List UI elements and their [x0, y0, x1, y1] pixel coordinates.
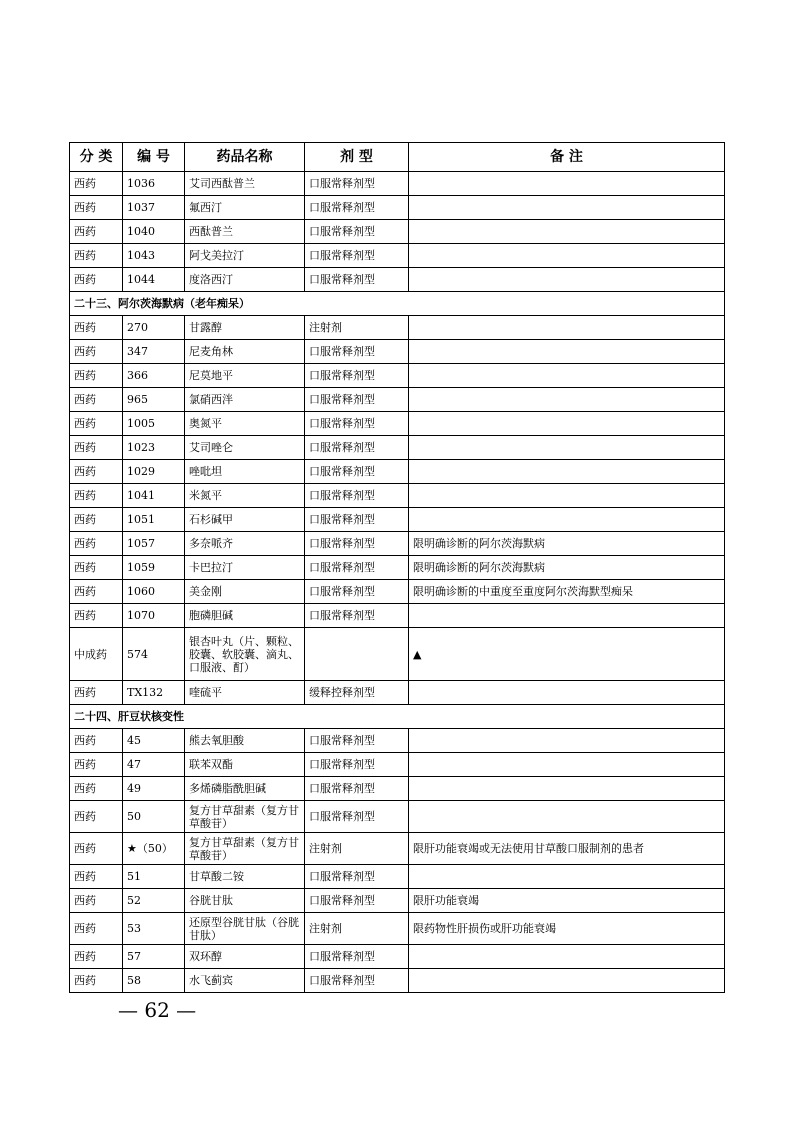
code-cell: 49: [123, 777, 185, 801]
category-cell: 西药: [70, 865, 123, 889]
code-cell: 366: [123, 364, 185, 388]
category-cell: 西药: [70, 364, 123, 388]
category-cell: 西药: [70, 388, 123, 412]
table-row: [70, 412, 725, 436]
code-cell: 51: [123, 865, 185, 889]
table-header-row: [70, 143, 725, 172]
table-row: [70, 244, 725, 268]
dosage-form-cell: 口服常释剂型: [305, 244, 409, 268]
category-cell: 西药: [70, 801, 123, 833]
category-cell: 西药: [70, 340, 123, 364]
drug-name-cell: 熊去氧胆酸: [185, 729, 305, 753]
code-cell: 1043: [123, 244, 185, 268]
category-cell: 西药: [70, 244, 123, 268]
code-cell: 1059: [123, 556, 185, 580]
dosage-form-cell: 口服常释剂型: [305, 889, 409, 913]
code-cell: 1023: [123, 436, 185, 460]
drug-name-cell: 卡巴拉汀: [185, 556, 305, 580]
dosage-form-cell: 口服常释剂型: [305, 729, 409, 753]
table-row: [70, 556, 725, 580]
code-cell: 1041: [123, 484, 185, 508]
remark-cell: [409, 681, 725, 705]
code-cell: 53: [123, 913, 185, 945]
dosage-form-cell: 口服常释剂型: [305, 172, 409, 196]
remark-cell: [409, 388, 725, 412]
remark-cell: [409, 244, 725, 268]
drug-name-cell: 甘草酸二铵: [185, 865, 305, 889]
table-row: [70, 364, 725, 388]
drug-name-cell: 唑吡坦: [185, 460, 305, 484]
drug-name-cell: 甘露醇: [185, 316, 305, 340]
category-cell: 西药: [70, 604, 123, 628]
table-row: [70, 220, 725, 244]
dosage-form-cell: 口服常释剂型: [305, 460, 409, 484]
code-cell: 52: [123, 889, 185, 913]
category-cell: 西药: [70, 556, 123, 580]
category-cell: 西药: [70, 484, 123, 508]
table-row: [70, 833, 725, 865]
code-cell: 1040: [123, 220, 185, 244]
table-row: [70, 604, 725, 628]
drug-name-cell: 多奈哌齐: [185, 532, 305, 556]
table-row: [70, 580, 725, 604]
remark-cell: [409, 729, 725, 753]
remark-cell: [409, 220, 725, 244]
table-row: [70, 436, 725, 460]
table-row: [70, 801, 725, 833]
code-cell: 1036: [123, 172, 185, 196]
remark-cell: [409, 753, 725, 777]
drug-name-cell: 艾司唑仑: [185, 436, 305, 460]
category-cell: 西药: [70, 316, 123, 340]
drug-name-cell: 还原型谷胱甘肽（谷胱甘肽）: [185, 913, 305, 945]
code-cell: TX132: [123, 681, 185, 705]
table-row: [70, 508, 725, 532]
dosage-form-cell: 口服常释剂型: [305, 969, 409, 993]
dosage-form-cell: 缓释控释剂型: [305, 681, 409, 705]
dosage-form-cell: 口服常释剂型: [305, 484, 409, 508]
category-cell: 西药: [70, 172, 123, 196]
remark-cell: [409, 604, 725, 628]
remark-cell: [409, 268, 725, 292]
drug-name-cell: 谷胱甘肽: [185, 889, 305, 913]
category-cell: 西药: [70, 969, 123, 993]
remark-cell: [409, 969, 725, 993]
category-cell: 西药: [70, 729, 123, 753]
dosage-form-cell: 口服常释剂型: [305, 340, 409, 364]
drug-name-cell: 胞磷胆碱: [185, 604, 305, 628]
dosage-form-cell: 口服常释剂型: [305, 364, 409, 388]
code-cell: 1057: [123, 532, 185, 556]
remark-cell: [409, 436, 725, 460]
table-row: [70, 753, 725, 777]
code-cell: 1070: [123, 604, 185, 628]
drug-name-cell: 度洛西汀: [185, 268, 305, 292]
drug-name-cell: 尼莫地平: [185, 364, 305, 388]
dosage-form-cell: 口服常释剂型: [305, 508, 409, 532]
table-row: [70, 388, 725, 412]
code-cell: 574: [123, 628, 185, 681]
dosage-form-cell: 注射剂: [305, 833, 409, 865]
dosage-form-cell: 口服常释剂型: [305, 388, 409, 412]
drug-name-cell: 银杏叶丸（片、颗粒、胶囊、软胶囊、滴丸、口服液、酊）: [185, 628, 305, 681]
category-cell: 西药: [70, 268, 123, 292]
table-row: [70, 268, 725, 292]
code-cell: ★（50）: [123, 833, 185, 865]
dosage-form-cell: 口服常释剂型: [305, 777, 409, 801]
category-cell: 西药: [70, 913, 123, 945]
remark-cell: [409, 777, 725, 801]
remark-cell: ▲: [409, 628, 725, 681]
header-remark: 备 注: [409, 143, 725, 172]
section-title: 二十四、肝豆状核变性: [70, 705, 725, 729]
dosage-form-cell: 注射剂: [305, 316, 409, 340]
remark-cell: [409, 801, 725, 833]
drug-table: [69, 142, 725, 993]
drug-name-cell: 水飞蓟宾: [185, 969, 305, 993]
section-title: 二十三、阿尔茨海默病（老年痴呆）: [70, 292, 725, 316]
table-row: [70, 316, 725, 340]
category-cell: 中成药: [70, 628, 123, 681]
dosage-form-cell: 口服常释剂型: [305, 436, 409, 460]
dosage-form-cell: 口服常释剂型: [305, 580, 409, 604]
remark-cell: 限明确诊断的阿尔茨海默病: [409, 556, 725, 580]
category-cell: 西药: [70, 412, 123, 436]
remark-cell: [409, 508, 725, 532]
page-number: — 62 —: [118, 998, 197, 1022]
table-row: [70, 628, 725, 681]
drug-name-cell: 西酞普兰: [185, 220, 305, 244]
code-cell: 347: [123, 340, 185, 364]
dosage-form-cell: 口服常释剂型: [305, 532, 409, 556]
remark-cell: [409, 460, 725, 484]
remark-cell: [409, 484, 725, 508]
table-row: [70, 889, 725, 913]
category-cell: 西药: [70, 460, 123, 484]
category-cell: 西药: [70, 889, 123, 913]
header-category: 分 类: [70, 143, 123, 172]
table-row: [70, 681, 725, 705]
drug-name-cell: 美金刚: [185, 580, 305, 604]
category-cell: 西药: [70, 508, 123, 532]
table-row: [70, 913, 725, 945]
remark-cell: 限明确诊断的中重度至重度阿尔茨海默型痴呆: [409, 580, 725, 604]
remark-cell: [409, 865, 725, 889]
remark-cell: [409, 945, 725, 969]
table-row: [70, 340, 725, 364]
remark-cell: [409, 196, 725, 220]
code-cell: 965: [123, 388, 185, 412]
drug-name-cell: 复方甘草甜素（复方甘草酸苷）: [185, 833, 305, 865]
code-cell: 1037: [123, 196, 185, 220]
category-cell: 西药: [70, 945, 123, 969]
section-header-row: [70, 292, 725, 316]
remark-cell: [409, 412, 725, 436]
code-cell: 1060: [123, 580, 185, 604]
drug-name-cell: 阿戈美拉汀: [185, 244, 305, 268]
table-row: [70, 460, 725, 484]
section-header-row: [70, 705, 725, 729]
dosage-form-cell: 口服常释剂型: [305, 556, 409, 580]
table-row: [70, 196, 725, 220]
header-code: 编 号: [123, 143, 185, 172]
drug-name-cell: 多烯磷脂酰胆碱: [185, 777, 305, 801]
code-cell: 270: [123, 316, 185, 340]
drug-name-cell: 联苯双酯: [185, 753, 305, 777]
table-row: [70, 172, 725, 196]
category-cell: 西药: [70, 196, 123, 220]
category-cell: 西药: [70, 220, 123, 244]
remark-cell: [409, 172, 725, 196]
remark-cell: [409, 364, 725, 388]
drug-name-cell: 石杉碱甲: [185, 508, 305, 532]
table-row: [70, 865, 725, 889]
dosage-form-cell: 口服常释剂型: [305, 220, 409, 244]
category-cell: 西药: [70, 777, 123, 801]
code-cell: 1005: [123, 412, 185, 436]
drug-name-cell: 氯硝西泮: [185, 388, 305, 412]
dosage-form-cell: 口服常释剂型: [305, 196, 409, 220]
header-dosage-form: 剂 型: [305, 143, 409, 172]
remark-cell: 限药物性肝损伤或肝功能衰竭: [409, 913, 725, 945]
remark-cell: 限明确诊断的阿尔茨海默病: [409, 532, 725, 556]
category-cell: 西药: [70, 532, 123, 556]
dosage-form-cell: 口服常释剂型: [305, 753, 409, 777]
drug-name-cell: 米氮平: [185, 484, 305, 508]
category-cell: 西药: [70, 436, 123, 460]
drug-name-cell: 复方甘草甜素（复方甘草酸苷）: [185, 801, 305, 833]
dosage-form-cell: 口服常释剂型: [305, 604, 409, 628]
drug-name-cell: 喹硫平: [185, 681, 305, 705]
drug-name-cell: 尼麦角林: [185, 340, 305, 364]
drug-name-cell: 双环醇: [185, 945, 305, 969]
table-row: [70, 729, 725, 753]
dosage-form-cell: 口服常释剂型: [305, 865, 409, 889]
dosage-form-cell: [305, 628, 409, 681]
remark-cell: [409, 316, 725, 340]
remark-cell: 限肝功能衰竭或无法使用甘草酸口服制剂的患者: [409, 833, 725, 865]
dosage-form-cell: 注射剂: [305, 913, 409, 945]
remark-cell: 限肝功能衰竭: [409, 889, 725, 913]
header-drug-name: 药品名称: [185, 143, 305, 172]
code-cell: 1051: [123, 508, 185, 532]
dosage-form-cell: 口服常释剂型: [305, 801, 409, 833]
category-cell: 西药: [70, 681, 123, 705]
table-row: [70, 969, 725, 993]
remark-cell: [409, 340, 725, 364]
category-cell: 西药: [70, 753, 123, 777]
code-cell: 45: [123, 729, 185, 753]
table-row: [70, 945, 725, 969]
code-cell: 47: [123, 753, 185, 777]
code-cell: 1029: [123, 460, 185, 484]
code-cell: 57: [123, 945, 185, 969]
drug-name-cell: 奥氮平: [185, 412, 305, 436]
table-row: [70, 532, 725, 556]
category-cell: 西药: [70, 580, 123, 604]
table-body: [70, 172, 725, 993]
table-row: [70, 777, 725, 801]
code-cell: 1044: [123, 268, 185, 292]
category-cell: 西药: [70, 833, 123, 865]
dosage-form-cell: 口服常释剂型: [305, 945, 409, 969]
drug-name-cell: 艾司西酞普兰: [185, 172, 305, 196]
table-row: [70, 484, 725, 508]
code-cell: 58: [123, 969, 185, 993]
dosage-form-cell: 口服常释剂型: [305, 268, 409, 292]
dosage-form-cell: 口服常释剂型: [305, 412, 409, 436]
code-cell: 50: [123, 801, 185, 833]
drug-name-cell: 氟西汀: [185, 196, 305, 220]
